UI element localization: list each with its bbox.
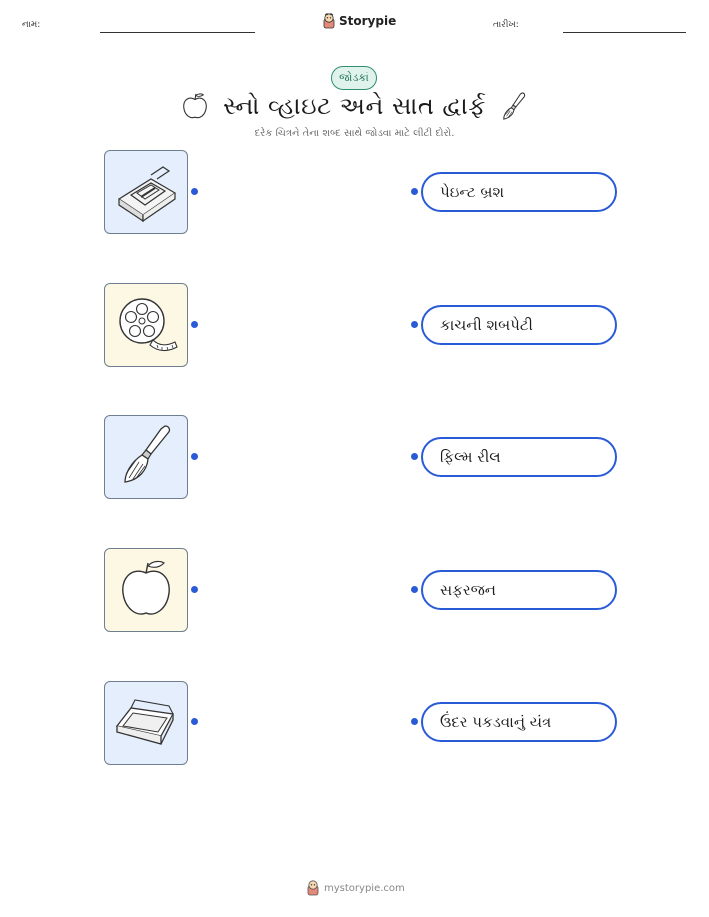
word-box[interactable]: સફરજન — [421, 570, 617, 610]
date-label: તારીખ: — [493, 20, 519, 30]
date-line[interactable] — [563, 32, 686, 33]
apple-icon — [111, 555, 181, 625]
name-label: નામ: — [22, 20, 41, 30]
page-title: સ્નો વ્હાઇટ અને સાત દ્વાર્ફ — [223, 92, 486, 120]
matching-tag: જોડકાં — [331, 66, 377, 90]
picture-card-mousetrap — [104, 150, 188, 234]
word-box[interactable]: પેઇન્ટ બ્રશ — [421, 172, 617, 212]
apple-icon — [181, 91, 209, 121]
footer-url[interactable]: mystorypie.com — [324, 882, 405, 894]
brand-logo — [322, 13, 396, 29]
connection-dot-left[interactable] — [191, 586, 198, 593]
coffin-icon — [111, 688, 181, 758]
paint-brush-icon — [500, 91, 528, 121]
connection-dot-left[interactable] — [191, 718, 198, 725]
connection-dot-right[interactable] — [411, 453, 418, 460]
paint-brush-icon — [111, 422, 181, 492]
instructions: દરેક ચિત્રને તેના શબ્દ સાથે જોડવા માટે લીટી દોરો. — [254, 128, 455, 139]
connection-dot-left[interactable] — [191, 453, 198, 460]
footer — [306, 880, 405, 896]
connection-dot-right[interactable] — [411, 321, 418, 328]
mascot-icon — [306, 880, 320, 896]
picture-card-paint-brush — [104, 415, 188, 499]
picture-card-film-reel — [104, 283, 188, 367]
picture-card-coffin — [104, 681, 188, 765]
connection-dot-left[interactable] — [191, 188, 198, 195]
name-line[interactable] — [100, 32, 255, 33]
word-box[interactable]: કાચની શબપેટી — [421, 305, 617, 345]
connection-dot-right[interactable] — [411, 188, 418, 195]
connection-dot-right[interactable] — [411, 718, 418, 725]
connection-dot-left[interactable] — [191, 321, 198, 328]
picture-card-apple — [104, 548, 188, 632]
title-row — [0, 86, 709, 126]
word-box[interactable]: ફિલ્મ રીલ — [421, 437, 617, 477]
word-box[interactable]: ઉંદર પકડવાનું યંત્ર — [421, 702, 617, 742]
connection-dot-right[interactable] — [411, 586, 418, 593]
brand-name: Storypie — [339, 14, 397, 28]
mascot-icon — [322, 13, 336, 29]
film-reel-icon — [111, 290, 181, 360]
mousetrap-icon — [111, 157, 181, 227]
